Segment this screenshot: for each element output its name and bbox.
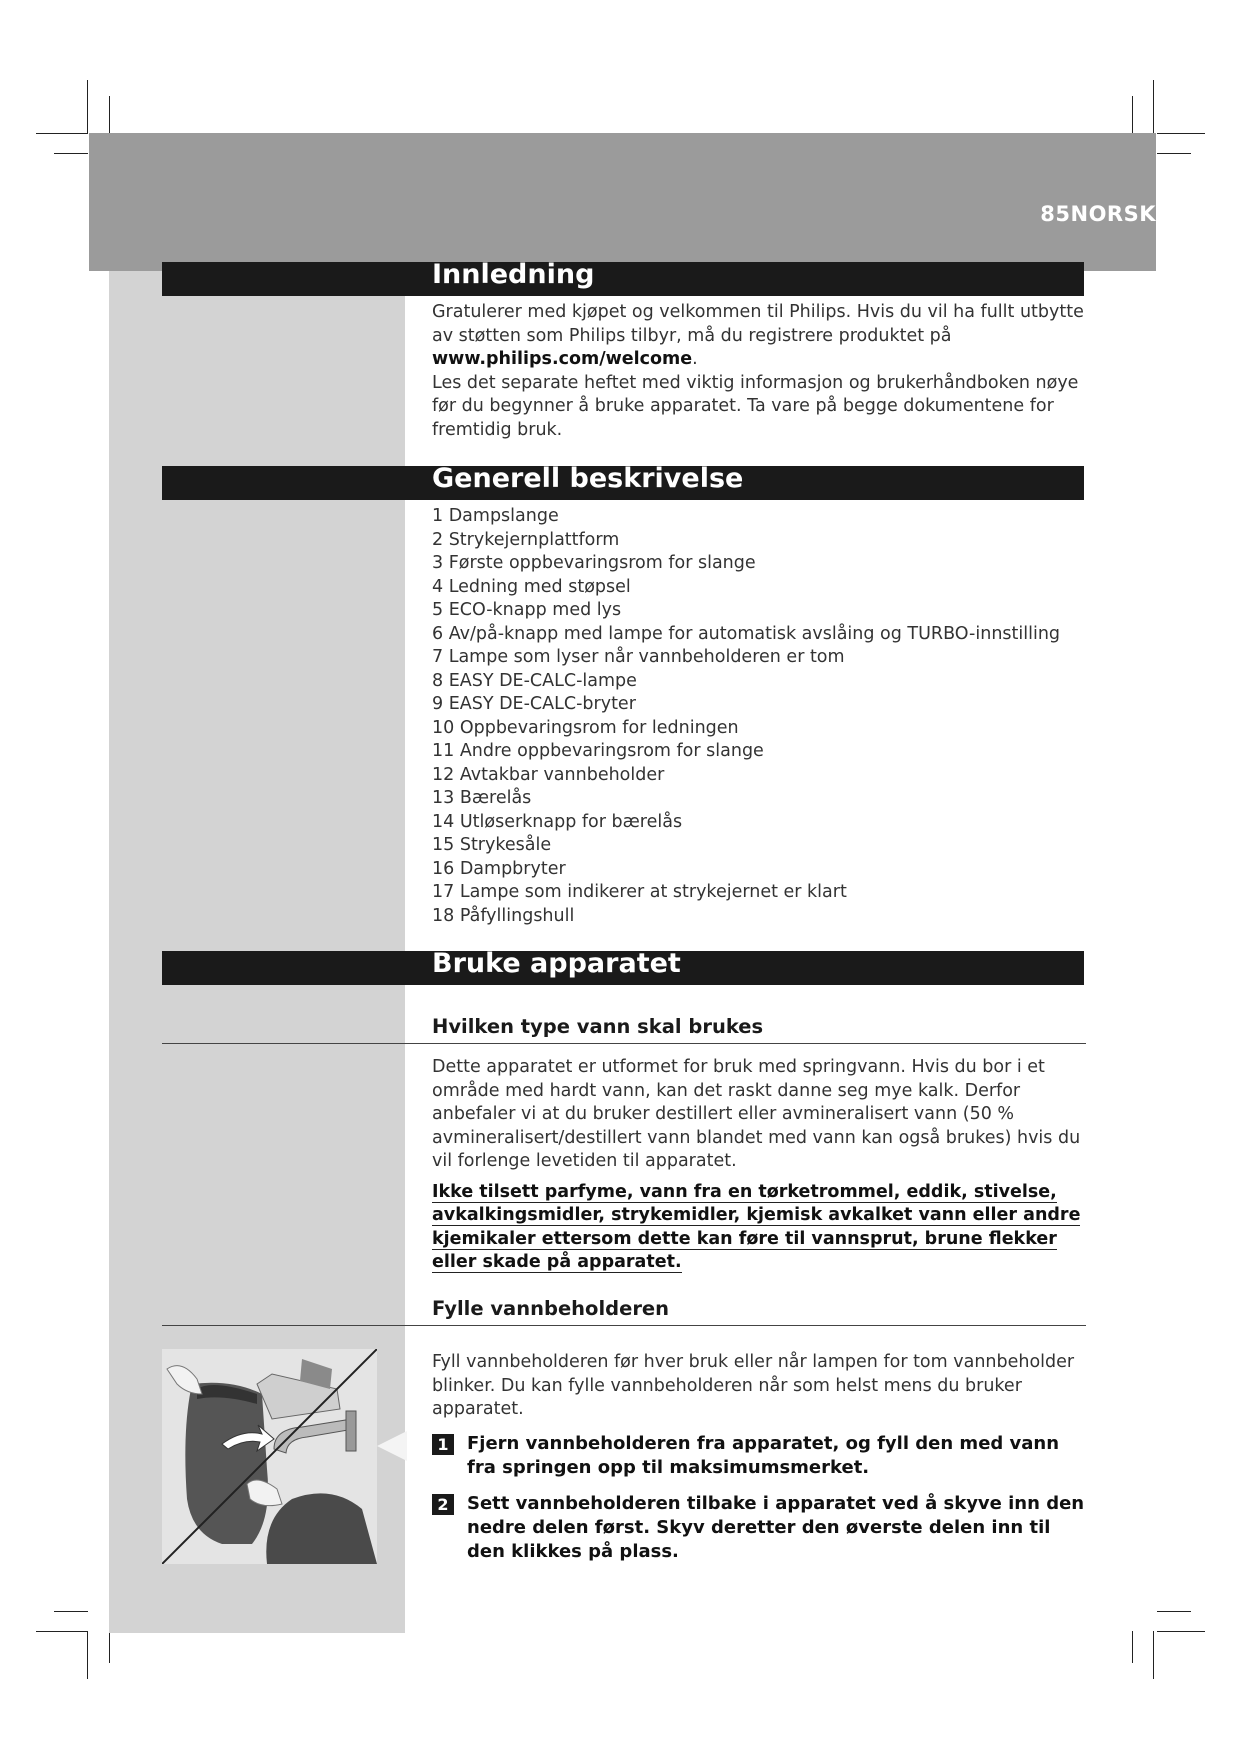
list-item: 2 Strykejernplattform — [432, 529, 620, 550]
water-type-body — [432, 1056, 1092, 1275]
punctuation: . — [692, 349, 698, 369]
welcome-link[interactable]: www.philips.com/welcome — [432, 349, 693, 369]
crop-mark — [1132, 96, 1133, 134]
page-header — [89, 133, 1156, 271]
crop-mark — [87, 1631, 88, 1679]
warning-text: Ikke tilsett parfyme, vann fra en tørketrommel, eddik, stivelse, avkalkingsmidler, strykemidler, kjemisk avkalket vann eller andre kjemikaler ettersom dette kan føre til vannsprut, brune flekker eller skade på apparatet. — [432, 1181, 1081, 1272]
pointer-arrow — [377, 1426, 407, 1466]
introduction-text: Gratulerer med kjøpet og velkommen til Philips. Hvis du vil ha fullt utbytte av støtten som Philips tilbyr, må du registrere produktet på — [432, 302, 1084, 346]
step-number: 1 — [432, 1434, 454, 1455]
warning-paragraph — [432, 1181, 1092, 1275]
list-item: 17 Lampe som indikerer at strykejernet er klart — [432, 882, 847, 902]
subheading-water-type: Hvilken type vann skal brukes — [432, 1015, 764, 1038]
crop-mark — [1157, 133, 1205, 134]
parts-list — [432, 505, 1112, 928]
list-item: 13 Bærelås — [432, 788, 532, 808]
fill-tank-illustration — [162, 1349, 377, 1564]
section-header-introduction — [162, 259, 1084, 296]
list-item: 16 Dampbryter — [432, 858, 566, 879]
list-item: 12 Avtakbar vannbeholder — [432, 764, 665, 785]
subheading-filling: Fylle vannbeholderen — [432, 1297, 670, 1320]
list-item: 11 Andre oppbevaringsrom for slange — [432, 741, 764, 761]
introduction-paragraph — [432, 301, 1092, 372]
crop-mark — [54, 153, 88, 154]
filling-intro: Fyll vannbeholderen før hver bruk eller når lampen for tom vannbeholder blinker. Du kan fylle vannbeholderen når som helst mens du bruker apparatet. — [432, 1352, 1075, 1419]
list-item: 18 Påfyllingshull — [432, 905, 575, 926]
section-title: Bruke apparatet — [432, 948, 681, 979]
divider — [162, 1043, 1086, 1044]
section-header-general-description — [162, 463, 1084, 500]
list-item: 9 EASY DE-CALC-bryter — [432, 694, 636, 714]
step-text: Fjern vannbeholderen fra apparatet, og fyll den med vann fra springen opp til maksimumsmerket. — [467, 1433, 1060, 1478]
section-title: Innledning — [432, 259, 595, 290]
list-item: 4 Ledning med støpsel — [432, 576, 631, 597]
crop-mark — [36, 133, 88, 134]
crop-mark — [36, 1631, 88, 1632]
step-1 — [432, 1432, 1092, 1480]
crop-mark — [109, 1631, 110, 1663]
list-item: 3 Første oppbevaringsrom for slange — [432, 553, 756, 573]
step-2 — [432, 1492, 1092, 1564]
list-item: 8 EASY DE-CALC-lampe — [432, 670, 637, 691]
section-header-using — [162, 948, 1084, 985]
list-item: 15 Strykesåle — [432, 835, 552, 855]
divider — [162, 1325, 1086, 1326]
list-item: 1 Dampslange — [432, 506, 559, 526]
water-type-paragraph: Dette apparatet er utformet for bruk med springvann. Hvis du bor i et område med hardt vann, kan det raskt danne seg mye kalk. Derfor anbefaler vi at du bruker destillert eller avmineralisert vann (50 % avmineralisert/destillert vann blandet med vann kan også brukes) hvis du vil forlenge levetiden til apparatet. — [432, 1057, 1081, 1171]
list-item: 5 ECO-knapp med lys — [432, 600, 622, 620]
crop-mark — [109, 96, 110, 134]
introduction-paragraph-2: Les det separate heftet med viktig informasjon og brukerhåndboken nøye før du begynner å bruke apparatet. Ta vare på begge dokumentene for fremtidig bruk. — [432, 372, 1079, 440]
list-item: 6 Av/på-knapp med lampe for automatisk avslåing og TURBO-innstilling — [432, 623, 1061, 644]
crop-mark — [87, 80, 88, 134]
section-title: Generell beskrivelse — [432, 463, 744, 494]
list-item: 14 Utløserknapp for bærelås — [432, 811, 683, 832]
crop-mark — [1157, 1611, 1191, 1612]
crop-mark — [1157, 1631, 1205, 1632]
step-number: 2 — [432, 1494, 454, 1515]
crop-mark — [54, 1611, 88, 1612]
crop-mark — [1157, 153, 1191, 154]
step-text: Sett vannbeholderen tilbake i apparatet ved å skyve inn den nedre delen først. Skyv deretter den øverste delen inn til den klikkes på plass. — [467, 1493, 1085, 1562]
list-item: 10 Oppbevaringsrom for ledningen — [432, 717, 739, 738]
crop-mark — [1153, 80, 1154, 134]
crop-mark — [1153, 1631, 1154, 1679]
list-item: 7 Lampe som lyser når vannbeholderen er tom — [432, 647, 845, 667]
introduction-body — [432, 301, 1092, 442]
crop-mark — [1132, 1631, 1133, 1663]
page-number: 85NORSK — [1040, 202, 1156, 226]
